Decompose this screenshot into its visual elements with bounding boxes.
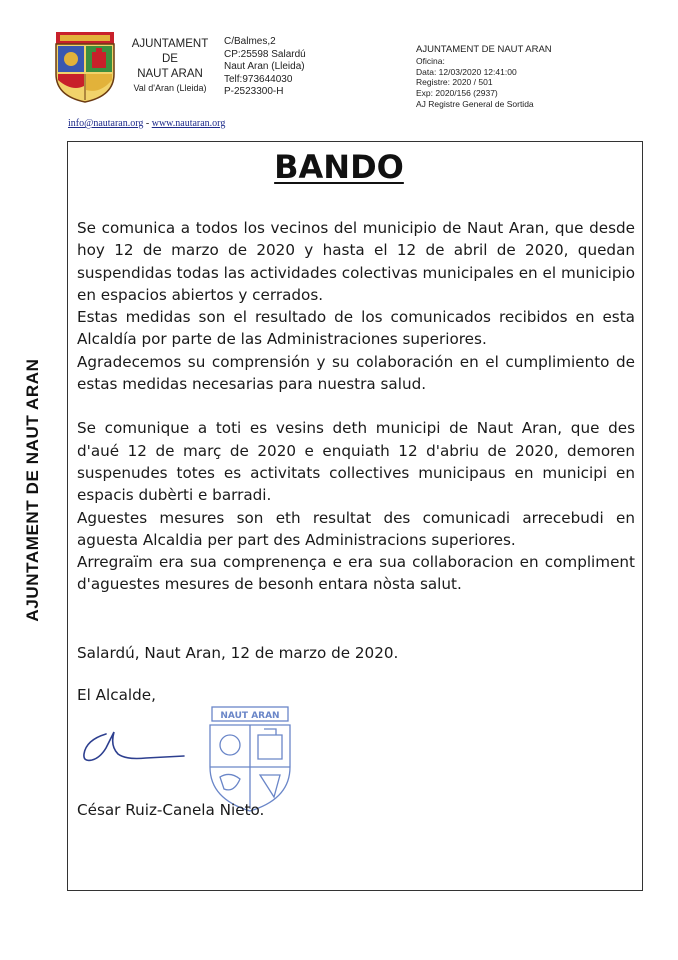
mayor-name: César Ruiz-Canela Nieto. — [77, 801, 265, 819]
muni-line-1: AJUNTAMENT — [131, 38, 209, 50]
address-line: P-2523300-H — [224, 86, 284, 98]
municipal-stamp-icon — [204, 703, 296, 815]
signature-icon — [78, 718, 198, 768]
address-line: CP:25598 Salardú — [224, 48, 306, 60]
registry-line: Registre: 2020 / 501 — [416, 77, 493, 88]
contact-links — [68, 118, 225, 129]
side-label: AJUNTAMENT DE NAUT ARAN — [23, 358, 42, 622]
registry-line: AJUNTAMENT DE NAUT ARAN — [416, 44, 552, 55]
mayor-title: El Alcalde, — [77, 686, 156, 704]
website-link[interactable]: www.nautaran.org — [151, 118, 226, 129]
email-link[interactable]: info@nautaran.org — [68, 118, 144, 129]
address-block — [224, 36, 306, 99]
document-body — [77, 217, 635, 596]
paragraph-oc: Arregraïm era sua comprenença e era sua collaboracion en compliment d'aguestes mesures de besonh entara nòsta salut. — [77, 553, 635, 594]
registry-line: Oficina: — [416, 55, 445, 66]
paragraph-gap — [77, 395, 635, 417]
muni-line-3: NAUT ARAN — [137, 68, 203, 80]
paragraph-es: Agradecemos su comprensión y su colaboración en el cumplimiento de estas medidas necesarias para nuestra salud. — [77, 352, 635, 394]
contact-separator: - — [145, 118, 150, 129]
municipal-crest-icon — [54, 30, 116, 104]
registry-line: Data: 12/03/2020 12:41:00 — [416, 66, 517, 77]
muni-line-4: Val d'Aran (Lleida) — [133, 83, 207, 93]
address-line: C/Balmes,2 — [224, 36, 276, 47]
registry-line: Exp: 2020/156 (2937) — [416, 88, 498, 99]
municipality-name — [127, 37, 213, 95]
registry-line: AJ Registre General de Sortida — [416, 98, 534, 109]
address-line: Naut Aran (Lleida) — [224, 61, 305, 73]
registry-stamp — [416, 45, 552, 110]
paragraph-es: Estas medidas son el resultado de los comunicados recibidos en esta Alcaldía por parte de las Administraciones superiores. — [77, 308, 635, 349]
paragraph-es: Se comunica a todos los vecinos del municipio de Naut Aran, que desde hoy 12 de marzo de 2020 y hasta el 12 de abril de 2020, quedan suspendidas todas las actividades colectivas municipales en el municipio en espacios abiertos y cerrados. — [77, 219, 635, 304]
place-date: Salardú, Naut Aran, 12 de marzo de 2020. — [77, 644, 399, 662]
muni-line-2: DE — [162, 53, 178, 65]
stamp-text: NAUT ARAN — [220, 711, 280, 721]
document-title — [0, 148, 678, 186]
paragraph-oc: Se comunique a toti es vesins deth municipi de Naut Aran, que des d'aué 12 de març de 2020 e enquiath 12 d'abriu de 2020, demoren suspenudes totes es activitats collectives municipaus en municipi en espacis dubèrti e barradi. — [77, 419, 635, 505]
paragraph-oc: Aguestes mesures son eth resultat des comunicadi arrecebudi en aguesta Alcaldia per part des Administracions superiores. — [77, 508, 635, 549]
address-line: Telf:973644030 — [224, 73, 293, 85]
title-text: BANDO — [274, 148, 404, 186]
